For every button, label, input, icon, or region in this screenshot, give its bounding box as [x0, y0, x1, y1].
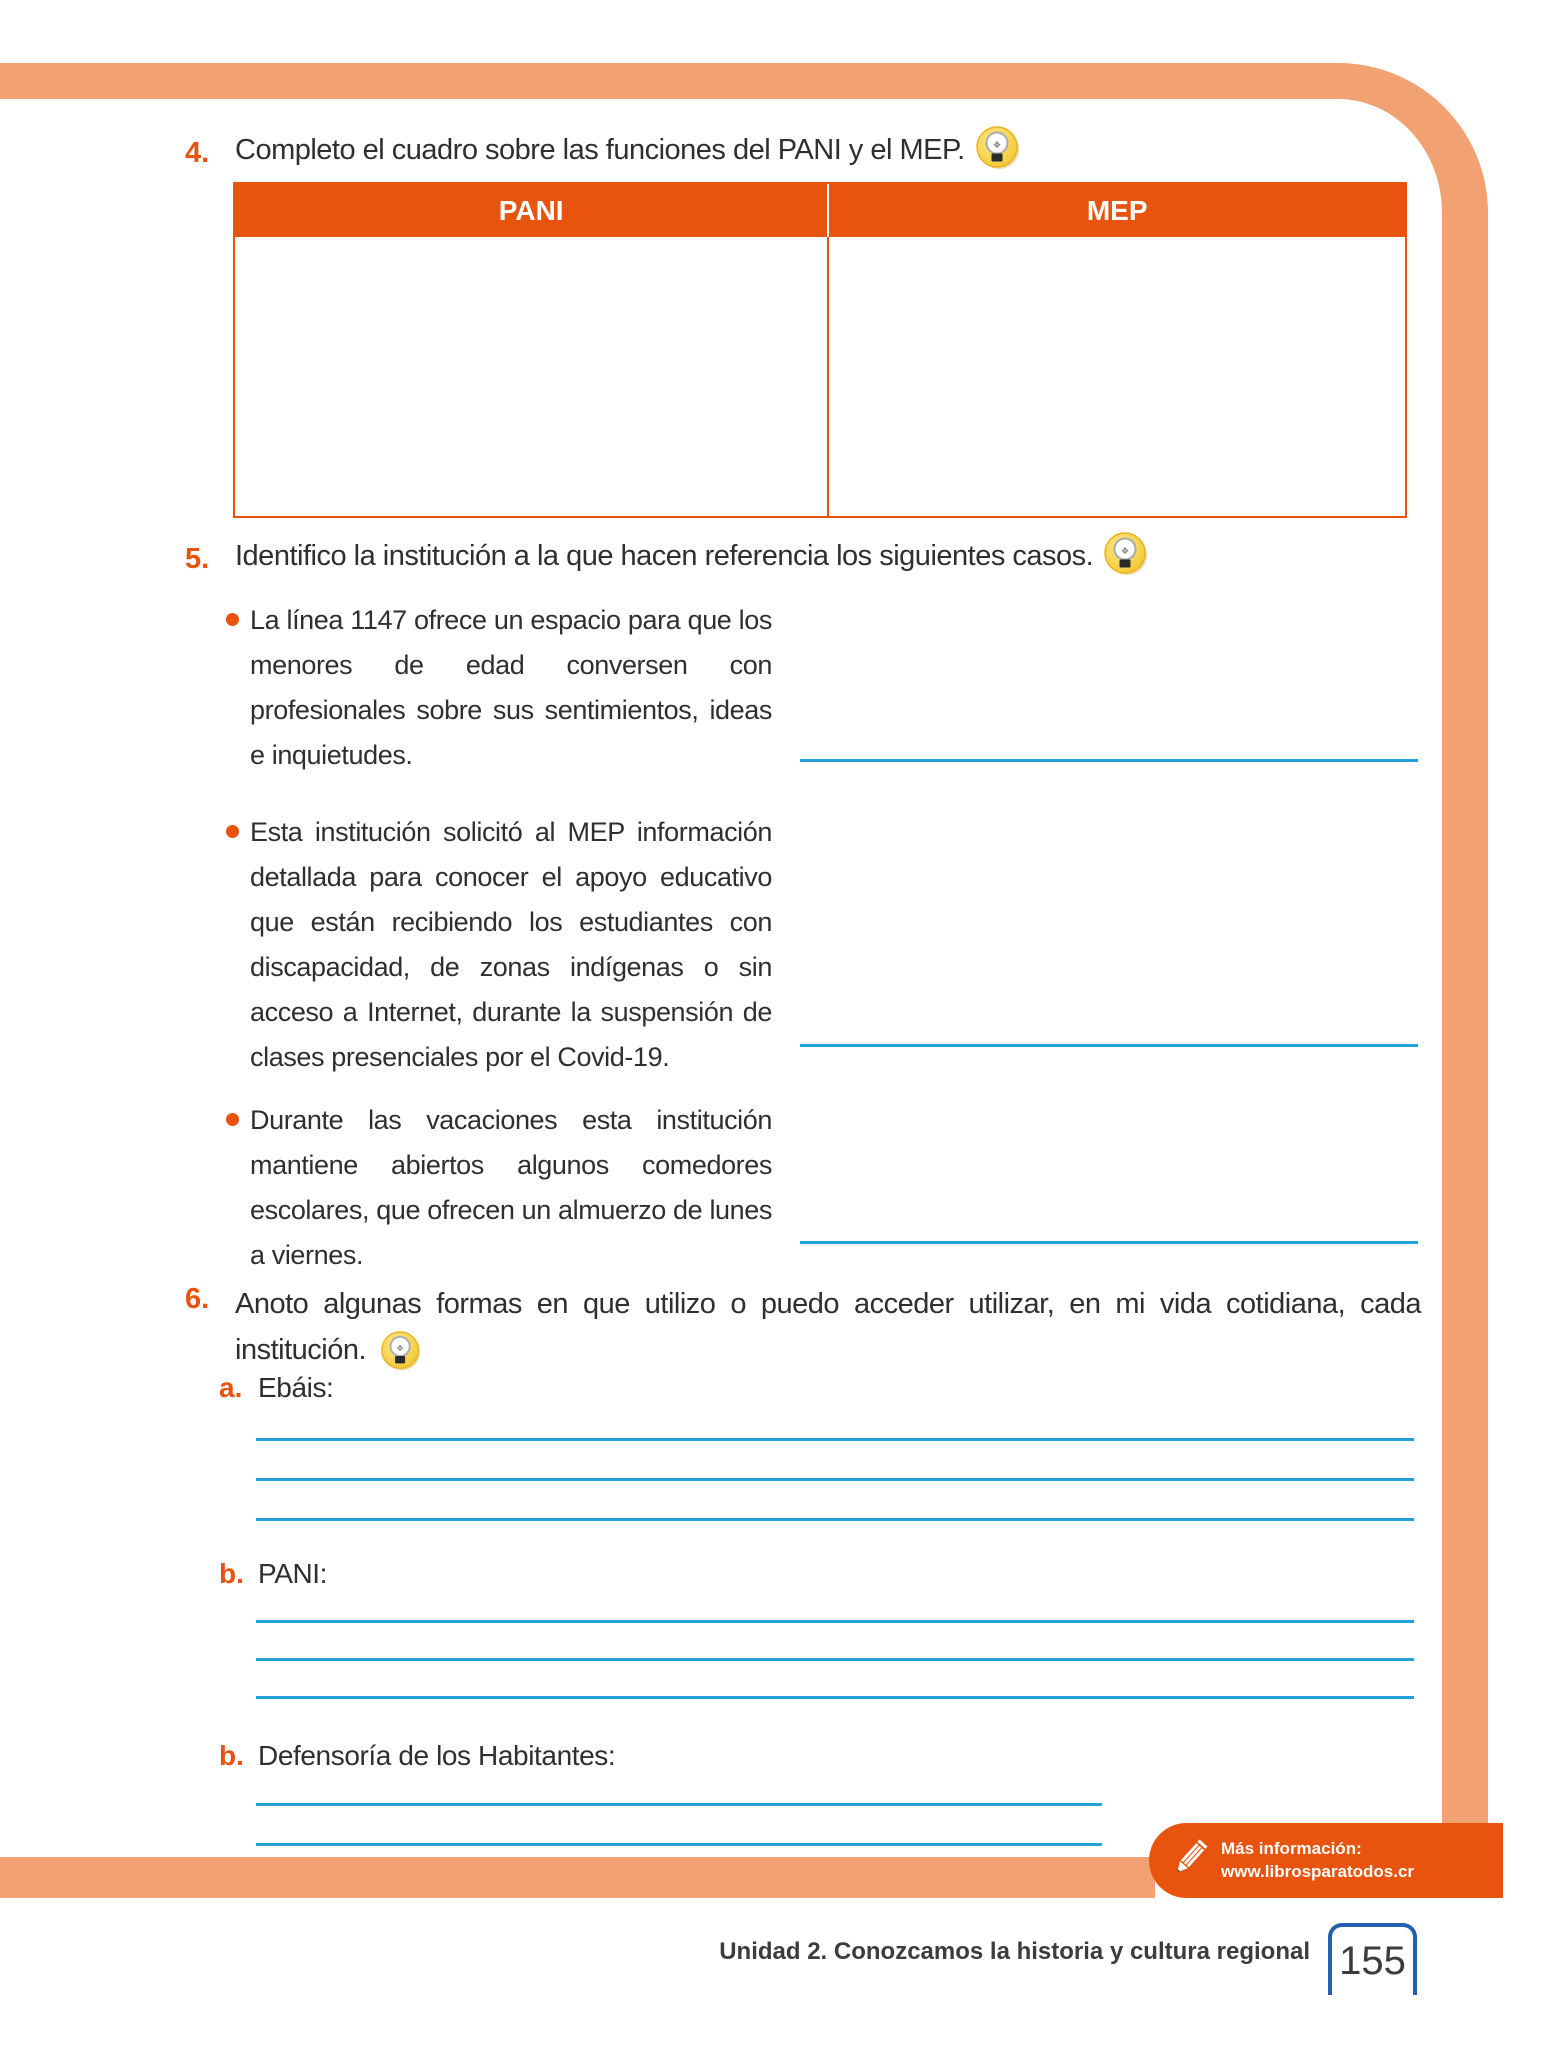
- activity-6-text: Anoto algunas formas en que utilizo o puedo acceder utilizar, en mi vida cotidiana, cada institución.: [235, 1288, 1421, 1366]
- subitem-b-label: b.: [219, 1558, 244, 1589]
- answer-line-ebais-1[interactable]: [256, 1438, 1414, 1441]
- table-body-row: [235, 237, 1405, 516]
- subitem-a-label: a.: [219, 1372, 243, 1403]
- case-text: Durante las vacaciones esta institución mantiene abiertos algunos comedores escolares, que ofrecen un almuerzo de lunes a viernes.: [250, 1105, 772, 1270]
- activity-4-number: 4.: [185, 137, 210, 169]
- answer-line-case-3[interactable]: [800, 1241, 1418, 1244]
- answer-line-pani-2[interactable]: [256, 1658, 1414, 1661]
- activity-4-heading: [235, 134, 1021, 180]
- table-cell-mep[interactable]: [829, 237, 1405, 516]
- subitem-b-text: PANI:: [258, 1558, 328, 1589]
- activity-5-number: 5.: [185, 543, 210, 575]
- subitem-b2-text: Defensoría de los Habitantes:: [258, 1740, 616, 1771]
- case-text: La línea 1147 ofrece un espacio para que los menores de edad conversen con profesionales sobre sus sentimientos, ideas e inquietudes.: [250, 605, 772, 770]
- lightbulb-icon: [975, 124, 1021, 180]
- answer-line-pani-1[interactable]: [256, 1620, 1414, 1623]
- more-info-url[interactable]: www.librosparatodos.cr: [1221, 1861, 1415, 1881]
- more-info-title: Más información:: [1221, 1838, 1362, 1858]
- page-number-box: [1328, 1923, 1417, 1995]
- table-header-row: [235, 184, 1405, 237]
- lightbulb-icon: [1103, 530, 1149, 586]
- subitem-b2-label: b.: [219, 1740, 244, 1771]
- subitem-a-text: Ebáis:: [258, 1372, 334, 1403]
- bottom-band: [0, 1857, 1155, 1898]
- activity-4-text: Completo el cuadro sobre las funciones del PANI y el MEP.: [235, 134, 965, 166]
- answer-line-ebais-2[interactable]: [256, 1478, 1414, 1481]
- answer-line-case-1[interactable]: [800, 759, 1418, 762]
- case-item: [250, 598, 772, 778]
- answer-line-defensoria-1[interactable]: [256, 1803, 1102, 1806]
- activity-6-number: 6.: [185, 1283, 210, 1315]
- bullet-dot-icon: [226, 613, 239, 626]
- activity-6-heading: [235, 1281, 1421, 1387]
- answer-line-defensoria-2[interactable]: [256, 1843, 1102, 1846]
- case-item: [250, 1098, 772, 1278]
- bullet-dot-icon: [226, 825, 239, 838]
- activity-5-heading: [235, 540, 1149, 586]
- case-text: Esta institución solicitó al MEP información detallada para conocer el apoyo educativo que están recibiendo los estudiantes con discapacidad, de zonas indígenas o sin acceso a Internet, durante la suspensión de clases presenciales por el Covid-19.: [250, 817, 772, 1072]
- bullet-dot-icon: [226, 1113, 239, 1126]
- more-info-badge: [1149, 1823, 1503, 1898]
- pencil-icon: [1167, 1830, 1213, 1891]
- table-header-mep: MEP: [1086, 194, 1148, 226]
- answer-line-pani-3[interactable]: [256, 1696, 1414, 1699]
- table-cell-pani[interactable]: [235, 237, 829, 516]
- answer-line-case-2[interactable]: [800, 1044, 1418, 1047]
- page-number: 155: [1339, 1938, 1406, 1983]
- case-item: [250, 810, 772, 1080]
- answer-line-ebais-3[interactable]: [256, 1518, 1414, 1521]
- table-header-pani: PANI: [235, 184, 829, 237]
- footer-unit-title: Unidad 2. Conozcamos la historia y cultura regional: [719, 1938, 1310, 1965]
- pani-mep-table: [233, 182, 1407, 518]
- lightbulb-icon: [380, 1329, 422, 1387]
- activity-5-text: Identifico la institución a la que hacen referencia los siguientes casos.: [235, 540, 1094, 572]
